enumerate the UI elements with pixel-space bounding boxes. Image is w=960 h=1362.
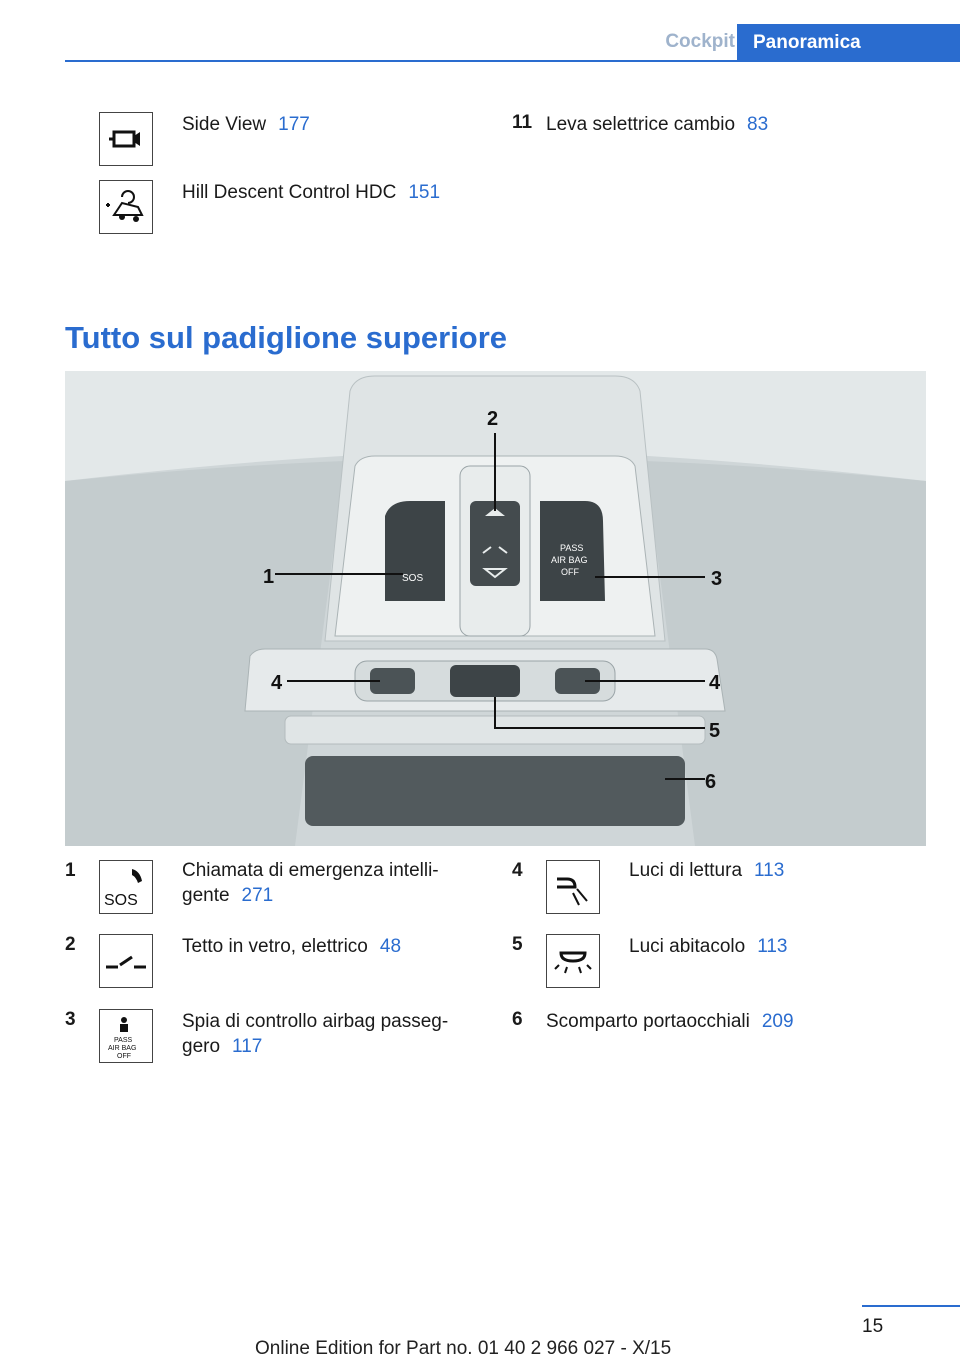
item-label-line-1: Spia di controllo airbag passeg- [182, 1011, 449, 1032]
airbag-icon-line-1: PASS [114, 1037, 133, 1044]
callout-4-right: 4 [709, 672, 721, 694]
item-label: Tetto in vetro, elettrico [182, 936, 368, 957]
side-view-item [182, 112, 310, 137]
legend-item-interior-lights [629, 934, 788, 959]
item-label-line-2: gente [182, 885, 230, 906]
callout-1: 1 [263, 566, 275, 588]
airbag-icon-line-2: AIR BAG [108, 1045, 137, 1052]
page-ref-link[interactable]: 151 [408, 182, 441, 203]
legend-item-airbag [182, 1009, 448, 1059]
airbag-label-line-1: PASS [560, 543, 584, 553]
header-rule [65, 60, 960, 62]
airbag-icon-line-3: OFF [117, 1053, 131, 1060]
callout-3: 3 [711, 568, 723, 590]
page-ref-link[interactable]: 113 [757, 936, 788, 957]
section-tab-cockpit[interactable]: Cockpit [665, 31, 735, 52]
overhead-console-illustration [65, 371, 926, 846]
edition-footer: Online Edition for Part no. 01 40 2 966 027 - X/15 [255, 1338, 672, 1359]
page-ref-link[interactable]: 177 [278, 114, 310, 135]
item-label-line-1: Chiamata di emergenza intelli- [182, 860, 439, 881]
page-ref-link[interactable]: 209 [761, 1011, 794, 1032]
passenger-airbag-off-icon [99, 1009, 153, 1063]
glass-roof-icon [99, 934, 153, 988]
item-label-line-2: gero [182, 1036, 221, 1057]
item-label: Hill Descent Control HDC [182, 182, 397, 203]
page-ref-link[interactable]: 271 [241, 885, 274, 906]
legend-number: 2 [65, 934, 76, 955]
sos-label: SOS [402, 573, 424, 584]
item-label: Leva selettrice cambio [546, 114, 736, 135]
legend-number: 3 [65, 1009, 76, 1030]
airbag-label-line-2: AIR BAG [551, 555, 588, 565]
callout-2: 2 [487, 408, 499, 430]
airbag-label-line-3: OFF [561, 567, 579, 577]
sos-phone-icon [99, 860, 153, 914]
item-label: Luci abitacolo [629, 936, 746, 957]
item-label: Scomparto portaocchiali [546, 1011, 750, 1032]
legend-number: 1 [65, 860, 76, 881]
item-label: Side View [182, 114, 267, 135]
legend-number: 4 [512, 860, 523, 881]
page-ref-link[interactable]: 48 [379, 936, 402, 957]
side-view-camera-icon [99, 112, 153, 166]
page-header [65, 24, 960, 62]
legend-item-glasses-compartment [546, 1009, 794, 1034]
sos-icon-text: SOS [104, 892, 138, 909]
gear-selector-item [546, 112, 768, 137]
legend-item-reading-lights [629, 858, 784, 883]
legend-item-glass-roof [182, 934, 401, 959]
hill-descent-item [182, 180, 440, 205]
legend-item-emergency-call [182, 858, 439, 908]
legend-number: 6 [512, 1009, 523, 1030]
page-ref-link[interactable]: 83 [747, 114, 769, 135]
callout-6: 6 [705, 771, 717, 793]
legend-number: 5 [512, 934, 523, 955]
item-label: Luci di lettura [629, 860, 743, 881]
hill-descent-icon [99, 180, 153, 234]
reading-light-icon [546, 860, 600, 914]
interior-light-icon [546, 934, 600, 988]
callout-5: 5 [709, 720, 721, 742]
page-number: 15 [862, 1316, 884, 1337]
page-ref-link[interactable]: 113 [754, 860, 785, 881]
callout-4-left: 4 [271, 672, 283, 694]
page-ref-link[interactable]: 117 [232, 1036, 263, 1057]
footer-rule [862, 1305, 960, 1307]
section-title: Tutto sul padiglione superiore [65, 320, 508, 355]
chapter-tab-panoramica[interactable]: Panoramica [737, 24, 960, 62]
item-number: 11 [512, 112, 533, 133]
